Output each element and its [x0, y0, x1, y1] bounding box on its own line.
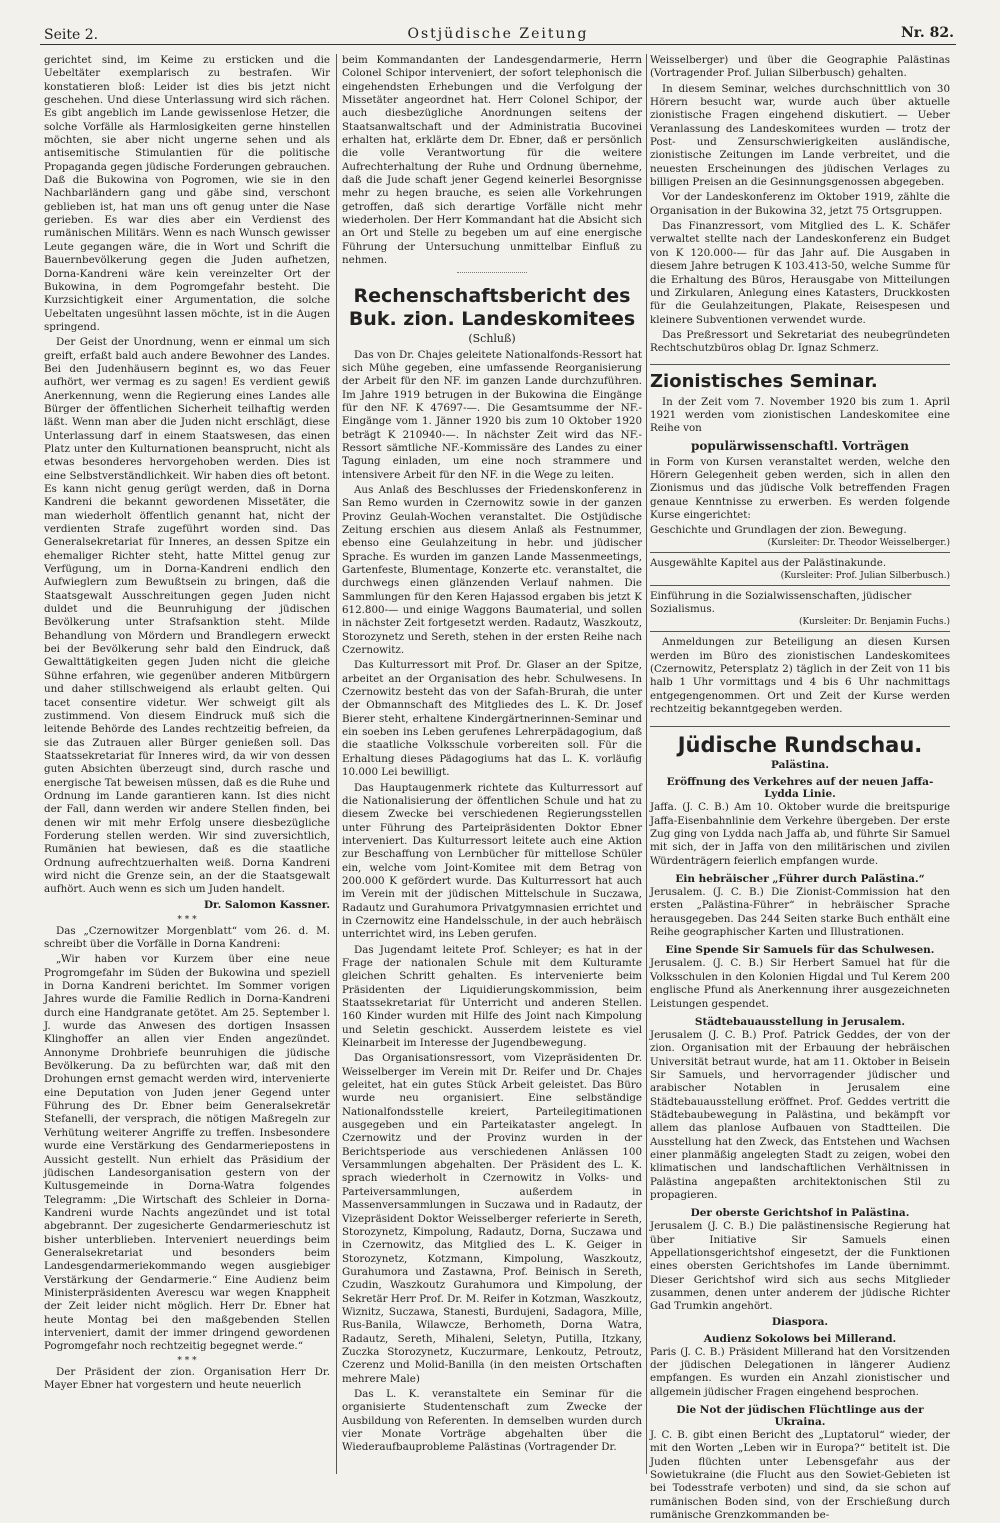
paragraph: beim Kommandanten der Landesgendarmerie, Herrn Colonel Schipor interveniert, der sofort telephonisch die eingehendsten Erhebungen und die Verfolgung der Missetäter angeordnet hat. Herr Colonel Schipor, der auch diesbezügliche Anordnungen seitens der Staatsanwaltschaft und der Administratia Bucovinei erhalten hat, erklärte dem Dr. Ebner, daß er persönlich die volle Verantwortung für die weitere Aufrechterhaltung der Ruhe und Ordnung übernehme, daß die Jude schaft jener Gegend keinerlei Besorgnisse mehr zu hegen brauche, es seien alle Vorkehrungen getroffen, daß sich derartige Vorfälle nicht mehr wiederholen. Der Herr Kommandant hat die Absicht sich an Ort und Stelle zu begeben um auf eine energische Führung der Untersuchung unmittelbar Einfluß zu nehmen.	[342, 54, 642, 267]
course-entry	[650, 524, 950, 553]
news-headline: Audienz Sokolows bei Millerand.	[703, 1332, 897, 1345]
paragraph: in Form von Kursen veranstaltet werden, welche den Hörern Gelegenheit geben werden, sich in allen den Zionismus und das jüdische Volk betreffenden Fragen genaue Kenntnisse zu erwerben. Es werden folgende Kurse eingerichtet:	[650, 455, 950, 521]
paragraph: Das Organisationsressort, vom Vizepräsidenten Dr. Weisselberger im Verein mit Dr. Reifer und Dr. Chajes geleitet, hat ein gutes Stück Arbeit geleistet. Das Büro wurde neu organisiert. Eine selbständige Nationalfondsstelle kreiert, Parteilegitimationen ausgegeben und ein Parteikataster angelegt. In Czernowitz und der Provinz wurden in der Berichtsperiode aus verschiedenen Anlässen 100 Versammlungen abgehalten. Der Präsident des L. K. sprach wiederholt in Czernowitz in Volks- und Parteiversammlungen, außerdem in Massenversammlungen in Suczawa und in Radautz, der Vizepräsident Doktor Weisselberger referierte in Sereth, Storozynetz, Kimpolung, Radautz, Dorna, Suczawa und in Czernowitz, das Mitglied des L. K. Geiger in Storozynetz, Kotzmann, Kimpolung, Waszkoutz, Gurahumora und Zastawna, Prof. Beinisch in Sereth, Czudin, Waszkoutz Gurahumora und Kimpolung, der Sekretär Herr Prof. Dr. M. Reifer in Kotzman, Waszkoutz, Wiznitz, Suczawa, Stanesti, Burdujeni, Sadagora, Mille, Rus-Banila, Wilawcze, Berhometh, Dorna Watra, Radautz, Sereth, Mihaleni, Seletyn, Putilla, Itzkany, Zuczka Storozynetz, Kuczurmare, Lenkoutz, Petroutz, Czerenz und Molid-Banilla (in den meisten Ortschaften mehrere Male)	[342, 1052, 642, 1385]
news-headline: Ein hebräischer „Führer durch Palästina.“	[675, 873, 925, 886]
column-2	[342, 54, 642, 1474]
paragraph: Anmeldungen zur Beteiligung an diesen Kursen werden im Büro des zionistischen Landeskomitees (Czernowitz, Petersplatz 2) täglich in der Zeit von 11 bis halb 1 Uhr vormittags und 4 bis 6 Uhr nachmittags entgegengenommen. Ort und Zeit der Kurse werden rechtzeitig bekanntgegeben werden.	[650, 636, 950, 716]
paragraph: Das „Czernowitzer Morgenblatt“ vom 26. d. M. schreibt über die Vorfälle in Dorna Kandreni:	[44, 924, 330, 950]
paragraph: Das Finanzressort, vom Mitglied des L. K. Schäfer verwaltet stellte nach der Landeskonferenz ein Budget von K 120.000-— für das Jahr auf. Die Ausgaben in diesem Jahre betrugen K 103.413-50, welche Summe für die Erhaltung des Büros, Herausgabe von Mitteilungen und Zirkularen, Anlegung eines Katasters, Druckkosten für die Geulahzeitungen, Plakate, Reisespesen und kleinere Subventionen verwendet wurde.	[650, 220, 950, 326]
paragraph: Jerusalem (J. C. B.) Prof. Patrick Geddes, der von der zion. Organisation mit der Erbauung der hebräischen Universität betraut wurde, hat am 11. Oktober in Beisein Sir Samuels, und hervorragender jüdischer und arabischer Notablen in Jerusalem eine Städtebauausstellung eröffnet. Prof. Geddes vertritt die Städtebaubewegung in Palästina, und bekämpft vor allem das planlose Aufbauen von Stadtteilen. Die Ausstellung hat den Zweck, das Entstehen und Wachsen einer planmäßig angelegten Stadt zu zeigen, wobei den klimatischen und landschaftlichen Verhältnissen in Palästina angepaßten architektonischen Stil zu propagieren.	[650, 1028, 950, 1201]
course-lecturer: (Kursleiter: Dr. Theodor Weisselberger.)	[767, 538, 950, 549]
author-signature: Dr. Salomon Kassner.	[203, 898, 330, 911]
paragraph: J. C. B. gibt einen Bericht des „Luptatorul“ wieder, der mit den Worten „Leben wir in Europa?“ betitelt ist. Die Juden flüchten unter Lebensgefahr aus der Sowietukraine (die Flucht aus den Sowiet-Gebieten ist bei Todesstrafe verboten) und sind, da sie schon auf rumänischen Boden sind, von der Erschießung durch rumänische Grenzkommanden be-	[650, 1429, 950, 1522]
news-headline: Der oberste Gerichtshof in Palästina.	[690, 1207, 910, 1220]
paragraph: Das Kulturressort mit Prof. Dr. Glaser an der Spitze, arbeitet an der Organisation des hebr. Schulwesens. In Czernowitz besteht das von der Safah-Brurah, die unter der Obmannschaft des Mitgliedes des L. K. Dr. Josef Bierer steht, erhaltene Kindergärtnerinnen-Seminar und ein soeben ins Leben gerufenes Lehrerpädagogium, daß die staatliche Volksschule vorbereiten soll. Für die Erhaltung dieses Pädagogiums hat das L. K. vorläufig 10.000 Lei bewilligt.	[342, 659, 642, 779]
rundschau-title: Jüdische Rundschau.	[650, 726, 950, 757]
course-entry	[650, 557, 950, 586]
paragraph: Jaffa. (J. C. B.) Am 10. Oktober wurde die breitspurige Jaffa-Eisenbahnlinie dem Verkehre übergeben. Der erste Zug ging von Lydda nach Jaffa ab, und führte Sir Samuel mit sich, der in Jaffa von den militärischen und zivilen Würdenträgern feierlich empfangen wurde.	[650, 801, 950, 867]
paragraph: Das Preßressort und Sekretariat des neubegründeten Rechtschutzbüros oblag Dr. Ignaz Schmerz.	[650, 328, 950, 355]
paragraph: Das L. K. veranstaltete ein Seminar für die organisierte Studentenschaft zum Zwecke der Ausbildung von Referenten. In demselben wurden durch vier Monate Vorträge abgehalten über die Wiederaufbauprobleme Palästinas (Vortragender Dr.	[342, 1387, 642, 1454]
paragraph: Vor der Landeskonferenz im Oktober 1919, zählte die Organisation in der Bukowina 32, jetzt 75 Ortsgruppen.	[650, 191, 950, 217]
paragraph: Jerusalem (J. C. B.) Die palästinensische Regierung hat über Initiative Sir Samuels einen Appellationsgerichtshof eingesetzt, der die Funktionen eines obersten Gerichtshofes im Lande übernimmt. Dieser Gerichtshof wird sich aus sechs Mitglieder zusammen, denen unter anderem der jüdische Richter Gad Trumkin angehört.	[650, 1220, 950, 1313]
course-lecturer: (Kursleiter: Dr. Benjamin Fuchs.)	[798, 617, 950, 628]
paragraph: Der Präsident der zion. Organisation Herr Dr. Mayer Ebner hat vorgestern und heute neuerlich	[44, 1365, 330, 1391]
paragraph: Der Geist der Unordnung, wenn er einmal um sich greift, erfaßt bald auch andere Bewohner des Landes. Bei den Judenhäusern beginnt es, wo das Feuer aufhört, wer vermag es zu sagen! Es verdient gewiß Anerkennung, wenn die Regierung eines Landes alle Bürger der öffentlichen Sicherheit teilhaftig werden läßt. Wenn man aber die Juden nicht erschlägt, diese Unterlassung darf in einem Staatswesen, das einen Platz unter den Kulturnationen beansprucht, nicht als etwas besonderes hervorgehoben werden. Dies ist eine Selbstverständlichkeit. Wir haben dies oft betont. Es kann nicht genug gerügt werden, daß in Dorna Kandreni die bekannt gewordenen Missetäter, die man wiederholt öffentlich genannt hat, nicht der verdienten Strafe zugeführt worden sind. Das Generalsekretariat für Inneres, an dessen Spitze ein ehemaliger Richter steht, hatte Mittel genug zur Verfügung, um in Dorna-Kandreni endlich den Aufwieglern zum Bewußtsein zu bringen, daß die Staatsgewalt Ausschreitungen gegen Juden nicht duldet und die Beunruhigung der jüdischen Bevölkerung unter Strafsanktion steht. Milde Behandlung von Mördern und Brandlegern erweckt bei der Bevölkerung sehr bald den Eindruck, daß Gewalttätigkeiten gegen Juden nicht die gleiche Sühne erfahren, wie gegenüber anderen Mitbürgern und daher stillschweigend als erlaubt gelten. Qui tacet consentire videtur. Wer schweigt gilt als zustimmend. Von diesem Eindruck muß sich die leitende Behörde des Landes rechtzeitig befreien, da sie das Zutrauen aller Bürger genießen soll. Das Staatssekretariat für Inneres wird, da wir von dessen guten Absichten überzeugt sind, durch rasche und energische Tat beweisen müssen, daß es die Ruhe und Ordnung im Lande garantieren kann. Ist dies nicht der Fall, dann werden wir andere Stellen finden, bei denen wir mit mehr Erfolg unsere diesbezügliche Forderung stellen werden. Wir sind zuversichtlich, Rumänien hat bewiesen, daß es die staatliche Ordnung aufrechtzuerhalten weiß. Dorna Kandreni wird nicht die Grenze sein, an der die Staatsgewalt aufhört. Auch wenn es sich um Juden handelt.	[44, 336, 330, 896]
paragraph: Jerusalem. (J. C. B.) Die Zionist-Commission hat den ersten „Palästina-Führer“ in hebräischer Sprache herausgegeben. Das 244 Seiten starke Buch enthält eine Reihe geographischer Karten und Illustrationen.	[650, 886, 950, 939]
page-header	[40, 22, 956, 45]
article-title: Rechenschaftsbericht des Buk. zion. Landeskomitees	[348, 284, 636, 330]
paragraph: In der Zeit vom 7. November 1920 bis zum 1. April 1921 werden vom zionistischen Landeskomitee eine Reihe von	[650, 395, 950, 435]
course-title: Geschichte und Grundlagen der zion. Bewegung.	[650, 524, 907, 537]
news-headline: Städtebauausstellung in Jerusalem.	[694, 1015, 906, 1028]
course-title: Ausgewählte Kapitel aus der Palästinakunde.	[650, 557, 887, 570]
paragraph: „Wir haben vor Kurzem über eine neue Progromgefahr im Süden der Bukowina und speziell in Dorna Kandreni berichtet. Im Sommer vorigen Jahres wurde die Familie Redlich in Dorna-Kandreni durch eine Handgranate getötet. Am 25. September l. J. wurde das Anwesen des dortigen Insassen Klinghoffer an allen vier Enden angezündet. Annonyme Drohbriefe beunruhigen die jüdische Bevölkerung. Da zu befürchten war, daß mit den Drohungen ernst gemacht werden wird, intervenierte eine Deputation von Juden jener Gegend unter Führung des Dr. Ebner beim Generalsekretär Stefanelli, der versprach, die nötigen Maßregeln zur Verhütung weiterer Angriffe zu treffen. Insbesondere wurde eine Verstärkung des Gendarmeriepostens in Aussicht gestellt. Nun erhielt das Präsidium der jüdischen Landesorganisation gestern von der Kultusgemeinde in Dorna-Watra folgendes Telegramm: „Die Wirtschaft des Schleier in Dorna-Kandreni wurde Nachts angezündet und ist total abgebrannt. Der zugesicherte Gendarmerieschutz ist bisher unterblieben. Interveniert neuerdings beim Generalsekretariat und besonders beim Landesgendarmeriekommando wegen ausgiebiger Verstärkung der Gendarmerie.“ Eine Audienz beim Ministerpräsidenten Averescu war wegen Knappheit der Zeit leider nicht möglich. Herr Dr. Ebner hat heute Montag bei den maßgebenden Stellen interveniert, damit der immer dringend gewordenen Pogromgefahr noch rechtzeitig begegnet werde.“	[44, 953, 330, 1353]
region-heading: Palästina.	[770, 759, 830, 772]
issue-number: Nr. 82.	[901, 25, 954, 41]
seminar-title: Zionistisches Seminar.	[650, 364, 950, 392]
newspaper-title: Ostjüdische Zeitung	[407, 26, 589, 42]
paragraph: gerichtet sind, im Keime zu ersticken und die Uebeltäter exemplarisch zu bestrafen. Wir konstatieren bloß: Leider ist dies bis jetzt nicht geschehen. Und diese Unterlassung wird sich rächen. Es gibt angeblich im Lande gewissenlose Hetzer, die solche Vorfälle als Harmlosigkeiten gerne hinstellen möchten, sie aber nicht ungerne sehen und als antisemitische Stimulantien für die politische Propaganda gegen jüdische Forderungen gebrauchen. Daß die Bukowina von Pogromen, wie sie in den Nachbarländern gang und gäbe sind, verschont geblieben ist, hat man uns oft genug unter die Nase gerieben. Es war dies aber ein Verdienst des rumänischen Militärs. Wenn es nach Wunsch gewisser Leute gegangen wäre, die in Wort und Schrift die Bauernbevölkerung gegen die Juden aufhetzen, Dorna-Kandreni wäre kein vereinzelter Ort der Bukowina, in dem Pogromgefahr besteht. Die Kurzsichtigkeit einer Argumentation, die solche Uebeltaten ungesühnt lassen möchte, ist in die Augen springend.	[44, 54, 330, 333]
paragraph: Weisselberger) und über die Geographie Palästinas (Vortragender Prof. Julian Silberbusch) gehalten.	[650, 54, 950, 80]
divider	[457, 272, 527, 273]
course-title: Einführung in die Sozialwissenschaften, jüdischer Sozialismus.	[650, 590, 912, 616]
column-1	[44, 54, 330, 1474]
separator-stars: * * *	[177, 914, 197, 925]
paragraph: Das von Dr. Chajes geleitete Nationalfonds-Ressort hat sich Mühe gegeben, eine umfassende Reorganisierung der Arbeit für den NF. im ganzen Lande durchzuführen. Im Jahre 1919 betrugen in der Bukowina die Eingänge für den NF. K 47697-—. Die Gesamtsumme der NF.-Eingänge vom 1. Jänner 1920 bis zum 10 Oktober 1920 beträgt K 210940-—. In nächster Zeit wird das NF.-Ressort sämtliche NF.-Kommissäre des Landes zu einer Tagung einladen, um eine noch strammere und intensivere Arbeit für den NF. in die Wege zu leiten.	[342, 348, 642, 481]
news-headline: Die Not der jüdischen Flüchtlinge aus der Ukraina.	[676, 1404, 924, 1429]
separator-stars: * * *	[177, 1355, 197, 1366]
paragraph: Aus Anlaß des Beschlusses der Friedenskonferenz in San Remo wurden in Czernowitz sowie in der ganzen Provinz Geulah-Wochen veranstaltet. Die Ostjüdische Zeitung erschien aus diesem Anlaß als Festnummer, ebenso eine Geulahzeitung in hebr. und jüdischer Sprache. Es wurden im ganzen Lande Massenmeetings, Gartenfeste, Blumentage, Konzerte etc. veranstaltet, die durchwegs einen glänzenden Verlauf nahmen. Die Sammlungen für den Keren Hajassod ergaben bis jetzt K 612.800-— und einige Waggons Baumaterial, und sollen in nächster Zeit fortgesetzt werden. Radautz, Waszkoutz, Storozynetz und Sereth, stehen in der ersten Reihe nach Czernowitz.	[342, 483, 642, 657]
paragraph: Jerusalem. (J. C. B.) Sir Herbert Samuel hat für die Volksschulen in den Kolonien Higdal und Tul Kerem 200 englische Pfund als Anerkennung ihrer ausgezeichneten Leistungen gespendet.	[650, 957, 950, 1010]
article-subtitle: (Schluß)	[468, 331, 516, 345]
paragraph: Das Jugendamt leitete Prof. Schleyer; es hat in der Frage der nationalen Schule mit dem Kulturamte gleichen Schritt gehalten. Es intervenierte beim Präsidenten der Liquidierungskommission, beim Staatssekretariat für Unterricht und anderen Stellen. 160 Kinder wurden mit Hilfe des Joint nach Kimpolung und Seletin geschickt. Ausserdem leistete es viel Kleinarbeit im Interesse der Jugendbewegung.	[342, 943, 642, 1050]
news-headline: Eröffnung des Verkehres auf der neuen Jaffa-Lydda Linie.	[666, 776, 934, 801]
column-3	[650, 54, 950, 1522]
page-number: Seite 2.	[44, 27, 99, 43]
course-entry	[650, 590, 950, 632]
news-headline: Eine Spende Sir Samuels für das Schulwesen.	[665, 944, 935, 957]
paragraph: Paris (J. C. B.) Präsident Millerand hat den Vorsitzenden der jüdischen Delegationen in längerer Audienz empfangen. Es wurden ein Anzahl zionistischer und allgemein jüdischer Fragen eingehend besprochen.	[650, 1345, 950, 1398]
region-heading: Diaspora.	[771, 1315, 829, 1328]
column-rule	[336, 54, 337, 1474]
course-lecturer: (Kursleiter: Prof. Julian Silberbusch.)	[780, 571, 950, 582]
paragraph: In diesem Seminar, welches durchschnittlich von 30 Hörern besucht war, wurde auch über aktuelle zionistische Fragen eingehend diskutiert. — Ueber Veranlassung des Landeskomitees wurden — trotz der Post- und Zensurschwierigkeiten ausländische, zionistische Zeitungen im Lande verbreitet, und die neuesten Erscheinungen des jüdischen Verlages zu billigen Preisen an die Gesinnungsgenossen abgegeben.	[650, 82, 950, 189]
seminar-highlight: populärwissenschaftl. Vorträgen	[690, 438, 910, 453]
column-rule	[646, 54, 647, 1474]
paragraph: Das Hauptaugenmerk richtete das Kulturressort auf die Nationalisierung der öffentlichen Schule und hat zu diesem Zwecke bei verschiedenen Regierungsstellen unter Führung des Parteipräsidenten Doktor Ebner interveniert. Das Kulturressort leitete auch eine Aktion zur Beschaffung von Lernbücher für mittellose Schüler ein, welche vom Joint-Komitee mit dem Betrag von 200.000 K gefördert wurde. Das Kulturressort hat auch im Verein mit der jüdischen Mittelschule in Suczawa, Radautz und Gurahumora Privatgymnasien errichtet und in Czernowitz eine Handelsschule, in der auch hebräisch unterrichtet wird, ins Leben gerufen.	[342, 781, 642, 941]
